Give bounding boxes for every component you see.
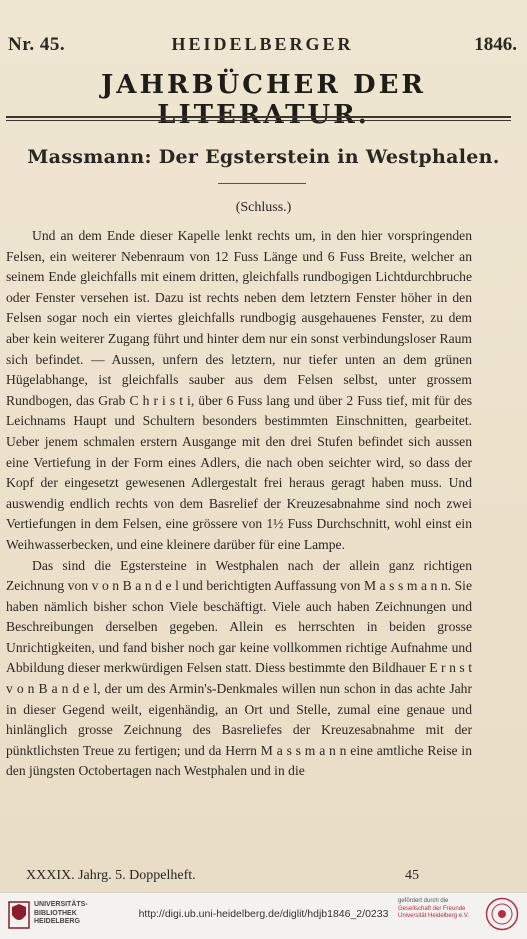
journal-title: JAHRBÜCHER DER LITERATUR. [100, 70, 426, 130]
paragraph: Und an dem Ende dieser Kapelle lenkt rechts um, in den hier vorspringenden Felsen, ein weiterer Nebenraum von 12 Fuss Länge und 6 Fuss Breite, welcher an seinem Ende gleichfalls mit einem dritten, gleichfalls rundbogigen Lichtdurchbruche oder Fenster versehen ist. Dazu ist rechts neben dem letztern Fenster höher in den Felsen sogar noch ein viertes gleichfalls rundbogig ausgehauenes Fenster, zu dem aber kein weiterer Zugang führt und hinter dem nur ein sonst verbindungsloser Raum sich befindet. — Aussen, unfern des letztern, nur tiefer unten an dem grünen Hügelabhange, ist gleichfalls sauber aus dem Felsen selbst, unter grossem Rundbogen, das Grab C h r i s t i, über 6 Fuss lang und über 2 Fuss tief, mit für des Leichnams Haupt und Schultern besonders bestimmten Einschnitten, gearbeitet. Ueber jenem schmalen erstern Ausgange mit den drei Stufen befindet sich aussen eine Vertiefung in der Form eines Adlers, die nach oben seichter wird, so dass der Kopf der eingesetzt gewesenen Adlergestalt frei heraus geragt haben muss. Und auswendig endlich rechts von dem Basrelief der Kreuzesabnahme sind noch zwei Vertiefungen in dem Felsen, eine grössere von 1½ Fuss Durchschnitt, wohl einst ein Weihwasserbecken, und eine kleinere darüber für eine Lampe. [6, 228, 472, 552]
issue-number: Nr. 45. [8, 34, 66, 55]
viewer-bar [0, 892, 527, 939]
article-title: Massmann: Der Egsterstein in Westphalen. [27, 146, 500, 168]
permalink-url[interactable]: http://digi.ub.uni-heidelberg.de/diglit/hdjb1846_2/0233 [138, 908, 389, 920]
society-seal-icon[interactable] [485, 897, 519, 931]
signature-mark: XXXIX. Jahrg. 5. Doppelheft. [26, 868, 196, 883]
page-number: 45 [405, 868, 419, 883]
sponsor-credit[interactable]: gefördert durch die Gesellschaft der Freunde Universität Heidelberg e.V. [398, 898, 469, 919]
library-name: UNIVERSITÄTS- BIBLIOTHEK HEIDELBERG [34, 901, 88, 925]
double-rule-bottom [6, 120, 511, 121]
article-body [6, 226, 472, 782]
double-rule-top [6, 116, 511, 118]
article-subtitle: (Schluss.) [235, 200, 292, 215]
header-title: HEIDELBERGER [171, 34, 354, 54]
running-header [8, 34, 517, 56]
header-year: 1846. [474, 34, 517, 55]
title-divider [218, 183, 306, 184]
paragraph: Das sind die Egstersteine in Westphalen nach der allein ganz richtigen Zeichnung von v o n B a n d e l und berichtigten Auffassung von M a s s m a n n. Sie haben nämlich bisher schon Viele beschäftigt. Viele auch haben Zeichnungen und Beschreibungen derselben gegeben. Allein es herrschten in beiden grosse Unrichtigkeiten, und fand bisher noch gar keine vollkommen richtige Aufnahme und Abbildung dieser merkwürdigen Felsen statt. Diess bestimmte den Bildhauer E r n s t v o n B a n d e l, der um des Armin's-Denkmales willen nun schon in das achte Jahr in dieser Gegend weilt, eigenhändig, an Ort und Stelle, zumal eine genaue und hinlänglich grosse Zeichnung des Basreliefes der Kreuzesabnahme mit der pünktlichsten Treue zu fertigen; und da Herrn M a s s m a n n eine amtliche Reise in den jüngsten Octobertagen nach Westphalen und in die [6, 557, 472, 779]
